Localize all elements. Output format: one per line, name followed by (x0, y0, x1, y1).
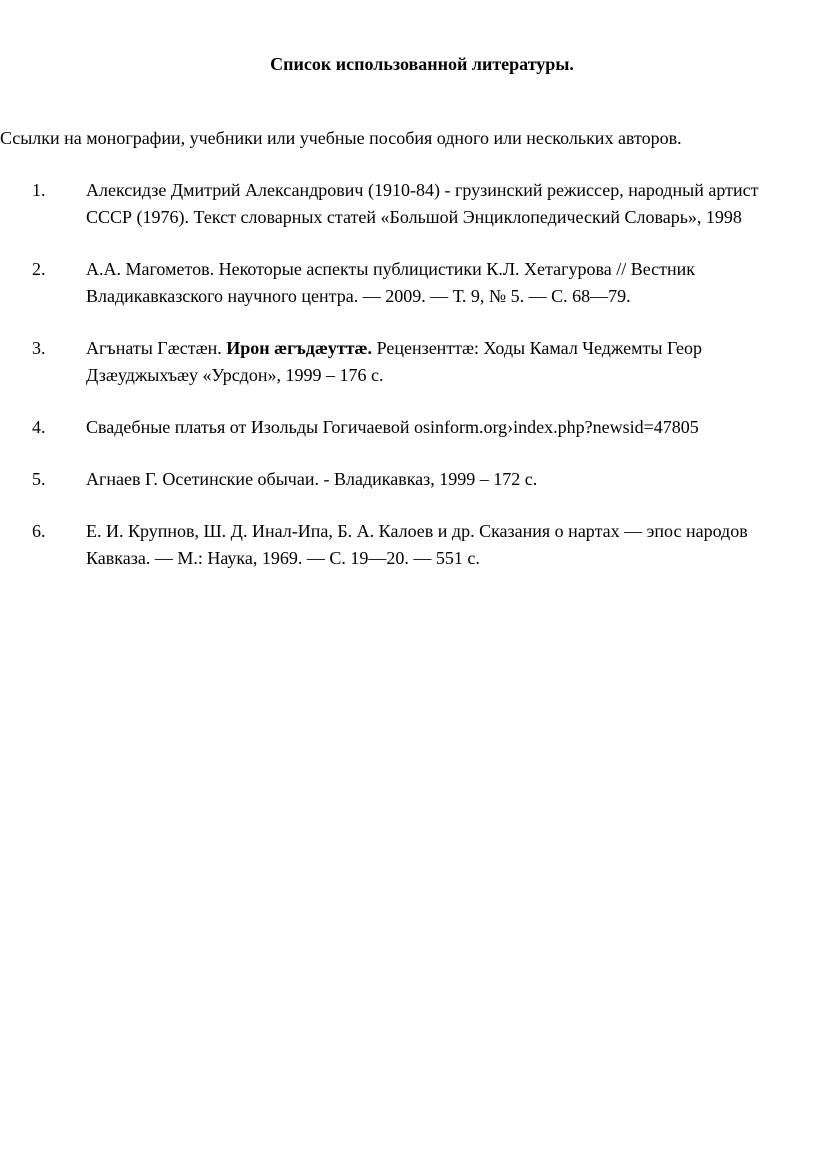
reference-number: 1. (32, 180, 46, 200)
intro-text: Ссылки на монографии, учебники или учебные пособия одного или нескольких авторов. (0, 128, 682, 148)
reference-title-bold: Ирон æгъдæуттæ. (226, 338, 373, 358)
page-title: Список использованной литературы. (270, 54, 574, 74)
reference-text (86, 335, 806, 389)
reference-item-3 (0, 335, 816, 389)
reference-list (0, 177, 816, 597)
reference-text: Е. И. Крупнов, Ш. Д. Инал-Ипа, Б. А. Калоев и др. Сказания о нартах — эпос народов Кавказа. — М.: Наука, 1969. — С. 19—20. — 551 с. (86, 521, 748, 568)
reference-item-2 (0, 256, 816, 310)
reference-number: 4. (32, 417, 46, 437)
reference-number: 3. (32, 338, 46, 358)
reference-text: Агнаев Г. Осетинские обычаи. - Владикавказ, 1999 – 172 с. (86, 469, 538, 489)
reference-number: 2. (32, 259, 46, 279)
reference-text: Свадебные платья от Изольды Гогичаевой osinform.org›index.php?newsid=47805 (86, 417, 699, 437)
reference-item-6 (0, 518, 816, 572)
reference-item-1 (0, 177, 816, 231)
reference-text: Алексидзе Дмитрий Александрович (1910-84) - грузинский режиссер, народный артист СССР (1976). Текст словарных статей «Большой Энциклопедический Словарь», 1998 (86, 180, 759, 227)
reference-number: 5. (32, 469, 46, 489)
reference-number: 6. (32, 521, 46, 541)
reference-text-start: Агънаты Гæстæн. (86, 338, 227, 358)
reference-item-5 (0, 466, 816, 493)
reference-text-end: Рецензенттæ: Ходы Камал Чеджемты Геор Дзæуджыхъæу «Урсдон», 1999 – 176 с. (86, 338, 702, 385)
reference-text: А.А. Магометов. Некоторые аспекты публицистики К.Л. Хетагурова // Вестник Владикавказского научного центра. — 2009. — Т. 9, № 5. — С. 68—79. (86, 259, 696, 306)
reference-item-4 (0, 414, 816, 441)
